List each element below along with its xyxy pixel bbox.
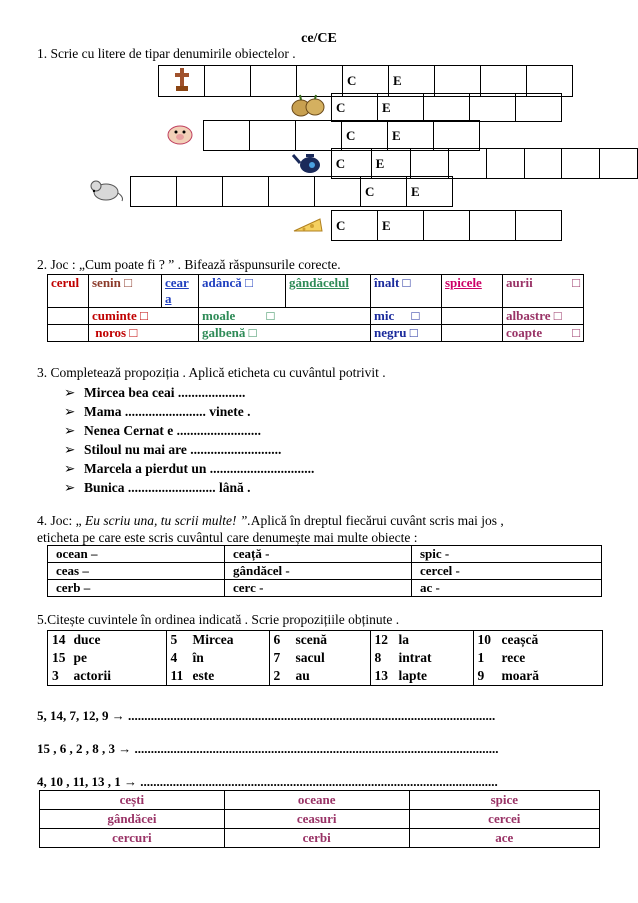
mouse-icon: [82, 177, 131, 207]
label[interactable]: cerbi: [224, 829, 409, 848]
word-number: 10: [473, 631, 498, 650]
ex4-cell[interactable]: ceață -: [225, 546, 412, 563]
kettle-icon: [286, 149, 331, 179]
word-number: 6: [269, 631, 292, 650]
option-aurii[interactable]: aurii □: [503, 275, 584, 308]
word-number: 15: [52, 650, 66, 665]
word: la: [398, 632, 410, 647]
ex4-cell[interactable]: ceas –: [48, 563, 225, 580]
option-moale[interactable]: moale □: [199, 308, 371, 325]
word-number: 14: [52, 632, 66, 647]
word: actorii: [73, 668, 111, 683]
option-galbena[interactable]: galbenă □: [199, 325, 371, 342]
page-title: ce/CE: [301, 31, 337, 46]
word: sacul: [295, 650, 325, 665]
word: Mircea: [192, 632, 234, 647]
letter-c: C: [343, 66, 389, 97]
letter-c: C: [332, 211, 378, 241]
cheese-icon: [286, 211, 332, 241]
cross-icon: [159, 66, 205, 97]
word-cerul[interactable]: cerul: [48, 275, 89, 308]
crossword-row-6: [286, 210, 562, 241]
option-cuminte[interactable]: cuminte □: [89, 308, 199, 325]
option-ceara[interactable]: cear a: [162, 275, 199, 308]
word: în: [192, 650, 204, 665]
ex4-cell[interactable]: cerc -: [225, 580, 412, 597]
option-mic[interactable]: mic □: [371, 308, 442, 325]
letter-e: E: [371, 149, 411, 179]
label-table: [39, 790, 600, 848]
word: rece: [501, 650, 526, 665]
letter-e: E: [407, 177, 453, 207]
label[interactable]: oceane: [224, 791, 409, 810]
ex1-heading: 1. Scrie cu litere de tipar denumirile obiectelor .: [37, 46, 296, 61]
ex3-item-4: ➢ Stiloul nu mai are ...........................: [64, 442, 281, 458]
label[interactable]: ceasuri: [224, 810, 409, 829]
onion-icon: [286, 94, 332, 122]
word: intrat: [398, 650, 432, 665]
word: scenă: [295, 632, 327, 647]
ex4-cell[interactable]: cerb –: [48, 580, 225, 597]
word: moară: [501, 668, 539, 683]
ex2-table: [47, 274, 584, 342]
word: ceașcă: [501, 632, 539, 647]
label[interactable]: gândăcei: [40, 810, 225, 829]
word: este: [192, 668, 215, 683]
word-number: 2: [269, 667, 292, 686]
label[interactable]: cești: [40, 791, 225, 810]
option-inalt[interactable]: înalt □: [371, 275, 442, 308]
label[interactable]: cercei: [409, 810, 599, 829]
ex5-heading: 5.Citește cuvintele în ordinea indicată . Scrie propozițiile obținute .: [37, 612, 400, 627]
word: duce: [73, 632, 101, 647]
letter-e: E: [378, 211, 424, 241]
ex4-heading-line1: 4. Joc: „ Eu scriu una, tu scrii multe! ”.Aplică în dreptul fiecărui cuvânt scris mai jos ,: [37, 513, 504, 528]
letter-e: E: [389, 66, 435, 97]
ex3-item-5: ➢ Marcela a pierdut un ...............................: [64, 461, 314, 477]
option-negru[interactable]: negru □: [371, 325, 442, 342]
sequence-1[interactable]: 5, 14, 7, 12, 9 → .................................................................................................................: [37, 708, 496, 723]
letter-c: C: [331, 149, 371, 179]
word-number: 8: [370, 649, 395, 667]
option-noros[interactable]: noros □: [89, 325, 199, 342]
ex4-heading-line2: eticheta pe care este scris cuvântul care denumește mai multe obiecte :: [37, 530, 418, 545]
word-gandacelul[interactable]: gândăcelul: [286, 275, 371, 308]
option-albastre[interactable]: albastre □: [503, 308, 584, 325]
word-number: 3: [52, 668, 59, 683]
word-number: 12: [370, 631, 395, 650]
option-adanca[interactable]: adâncă □: [199, 275, 286, 308]
sequence-3[interactable]: 4, 10 , 11, 13 , 1 → ..............................................................................................................: [37, 774, 498, 789]
ex5-word-table: [47, 630, 603, 686]
ex3-item-3: ➢ Nenea Cernat e .........................: [64, 423, 261, 439]
word: lapte: [398, 668, 427, 683]
ex3-item-6: ➢ Bunica .......................... lână .: [64, 480, 251, 496]
label[interactable]: spice: [409, 791, 599, 810]
ex3-heading: 3. Completează propoziția . Aplică eticheta cu cuvântul potrivit .: [37, 365, 386, 380]
word-number: 1: [473, 649, 498, 667]
pig-icon: [158, 121, 204, 151]
word-number: 5: [166, 631, 189, 650]
word: au: [295, 668, 310, 683]
ex4-cell[interactable]: ac -: [412, 580, 602, 597]
word-number: 4: [166, 649, 189, 667]
word-spicele[interactable]: spicele: [442, 275, 503, 308]
ex4-cell[interactable]: spic -: [412, 546, 602, 563]
ex2-heading: 2. Joc : „Cum poate fi ? ” . Bifează răspunsurile corecte.: [37, 257, 341, 272]
ex3-item-2: ➢ Mama ........................ vinete .: [64, 404, 250, 420]
letter-e: E: [378, 94, 424, 122]
letter-c: C: [342, 121, 388, 151]
ex4-table: [47, 545, 602, 597]
crossword-row-4: [286, 148, 638, 179]
ex4-cell[interactable]: gândăcel -: [225, 563, 412, 580]
letter-e: E: [388, 121, 434, 151]
option-senin[interactable]: senin □: [89, 275, 162, 308]
letter-c: C: [361, 177, 407, 207]
word-number: 11: [166, 667, 189, 686]
ex4-cell[interactable]: cercel -: [412, 563, 602, 580]
word-number: 7: [269, 649, 292, 667]
word-number: 13: [370, 667, 395, 686]
crossword-row-2: [286, 93, 562, 122]
word: pe: [73, 650, 87, 665]
ex3-item-1: ➢ Mircea bea ceai ....................: [64, 385, 245, 401]
sequence-2[interactable]: 15 , 6 , 2 , 8 , 3 → ................................................................................................................: [37, 741, 499, 756]
label[interactable]: ace: [409, 829, 599, 848]
ex4-cell[interactable]: ocean –: [48, 546, 225, 563]
crossword-row-5: [82, 176, 453, 207]
crossword-row-3: [158, 120, 480, 151]
letter-c: C: [332, 94, 378, 122]
label[interactable]: cercuri: [40, 829, 225, 848]
word-number: 9: [473, 667, 498, 686]
option-coapte[interactable]: coapte □: [503, 325, 584, 342]
